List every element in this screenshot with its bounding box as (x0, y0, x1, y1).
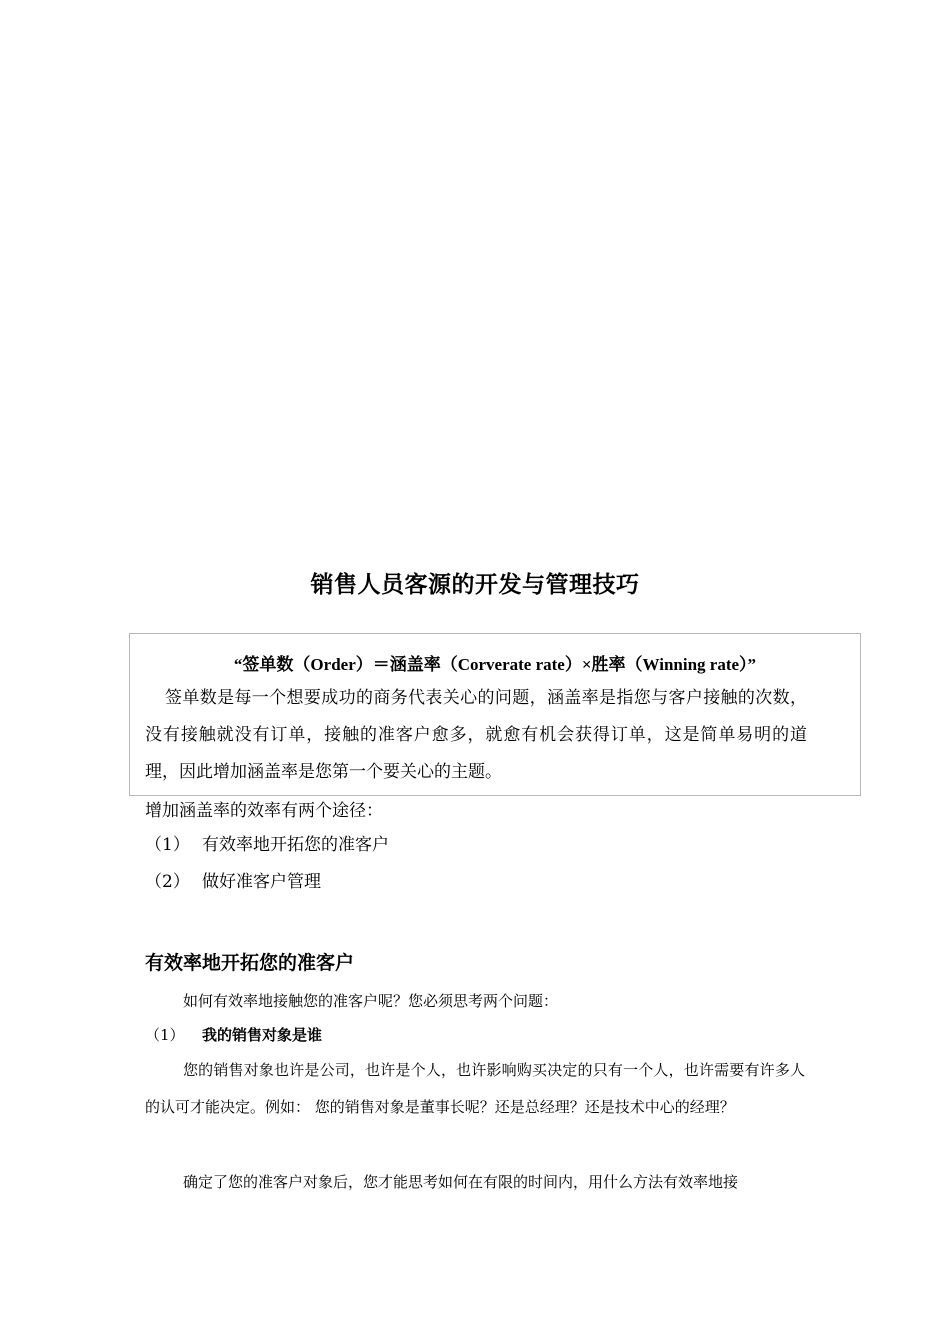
question-1-body: 您的销售对象也许是公司，也许是个人，也许影响购买决定的只有一个人，也许需要有许多人的认可才能决定。例如： 您的销售对象是董事长呢？还是总经理？还是技术中心的经理？ (145, 1061, 805, 1116)
way-item-2 (145, 867, 321, 892)
formula-text: “签单数（Order）＝涵盖率（Corverate rate）×胜率（Winning rate）” (233, 655, 757, 674)
question-text: 我的销售对象是谁 (202, 1026, 323, 1044)
question-1-heading (145, 1024, 322, 1045)
way-item-1 (145, 830, 389, 855)
formula-explanation: 签单数是每一个想要成功的商务代表关心的问题，涵盖率是指您与客户接触的次数，没有接触就没有订单，接触的准客户愈多，就愈有机会获得订单，这是简单易明的道理，因此增加涵盖率是您第一个要关心的主题。 (145, 688, 807, 782)
question-1-next: 确定了您的准客户对象后，您才能思考如何在有限的时间内，用什么方法有效率地接 (183, 1173, 739, 1191)
way-number: （1） (145, 835, 190, 855)
intro-line: 增加涵盖率的效率有两个途径： (145, 801, 383, 821)
question-number: （1） (145, 1026, 185, 1044)
way-text: 有效率地开拓您的准客户 (202, 835, 389, 855)
document-title: 销售人员客源的开发与管理技巧 (310, 572, 640, 598)
formula-box (129, 633, 861, 796)
section-intro: 如何有效率地接触您的准客户呢？您必须思考两个问题： (183, 992, 559, 1010)
way-number: （2） (145, 872, 190, 892)
way-text: 做好准客户管理 (202, 872, 321, 892)
section-heading: 有效率地开拓您的准客户 (145, 952, 355, 974)
